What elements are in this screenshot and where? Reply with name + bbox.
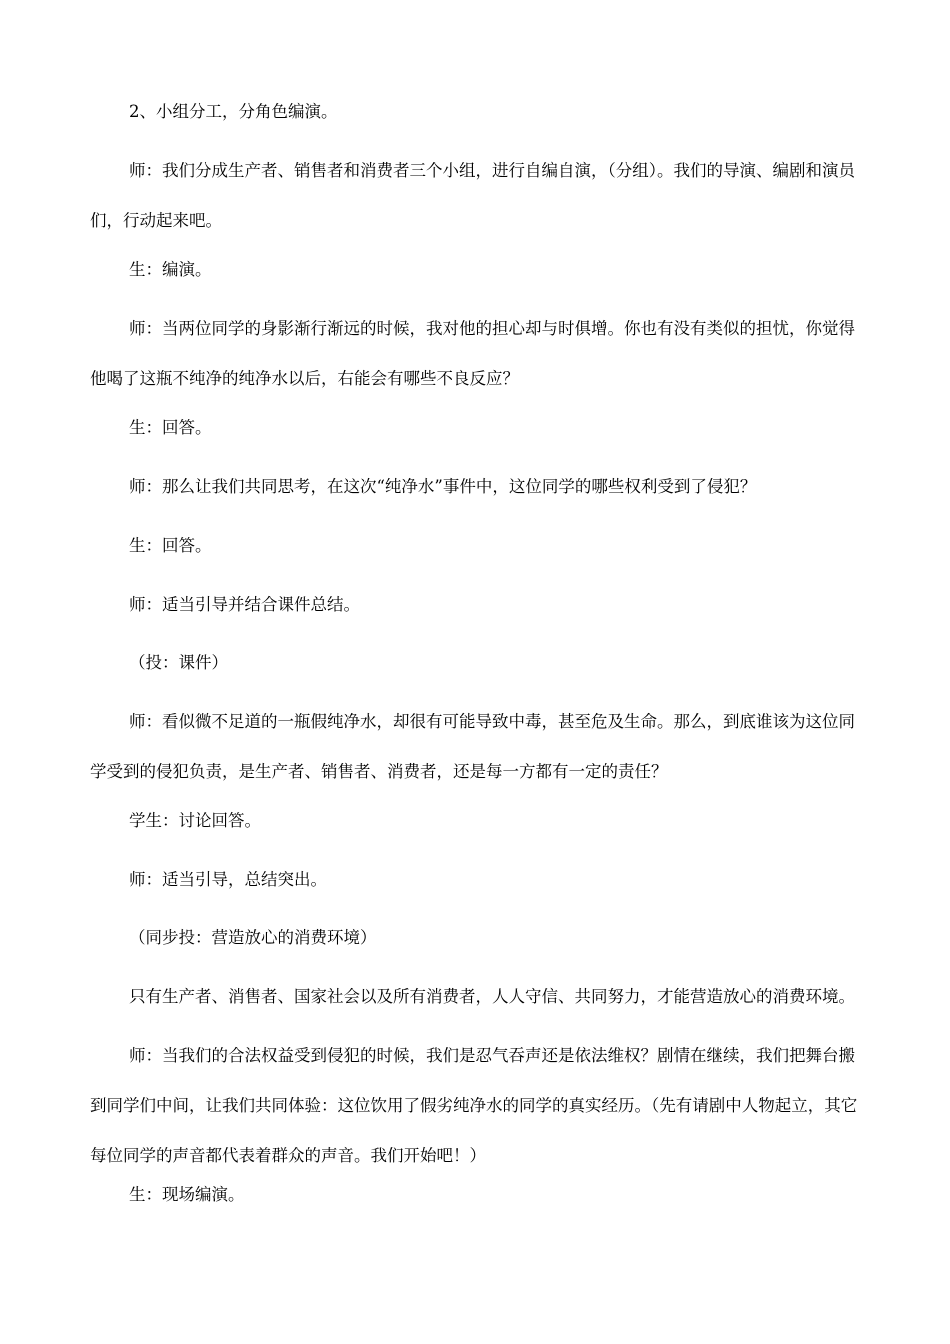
paragraph-student-answer-1: 生：回答。 [129, 418, 212, 437]
paragraph-sync-project: （同步投：营造放心的消费环境） [129, 928, 377, 947]
paragraph-student-live-perform: 生：现场编演。 [129, 1185, 245, 1204]
paragraph-teacher-grouping: 师：我们分成生产者、销售者和消费者三个小组，进行自编自演，（分组）。我们的导演、编剧和演员们，行动起来吧。 [90, 161, 855, 230]
paragraph-teacher-guide: 师：适当引导，总结突出。 [129, 870, 327, 889]
paragraph-consumer-environment: 只有生产者、消售者、国家社会以及所有消费者，人人守信、共同努力，才能营造放心的消费环境。 [129, 987, 855, 1006]
paragraph-teacher-rights: 师：那么让我们共同思考，在这次“纯净水”事件中，这位同学的哪些权利受到了侵犯？ [129, 477, 757, 496]
paragraph-student-perform: 生：编演。 [129, 260, 212, 279]
paragraph-students-discuss: 学生：讨论回答。 [129, 811, 261, 830]
paragraph-teacher-worry: 师：当两位同学的身影渐行渐远的时候，我对他的担心却与时俱增。你也有没有类似的担忧，你觉得他喝了这瓶不纯净的纯净水以后，右能会有哪些不良反应？ [90, 319, 855, 388]
paragraph-teacher-stage: 师：当我们的合法权益受到侵犯的时候，我们是忍气吞声还是依法维权？剧情在继续，我们把舞台搬到同学们中间，让我们共同体验：这位饮用了假劣纯净水的同学的真实经历。（先有请剧中人物起立，其它每位同学的声音都代表着群众的声音。我们开始吧！） [90, 1046, 858, 1165]
paragraph-step-2: 2、小组分工，分角色编演。 [129, 102, 338, 121]
paragraph-project-courseware: （投：课件） [129, 653, 228, 672]
paragraph-student-answer-2: 生：回答。 [129, 536, 212, 555]
paragraph-teacher-responsibility: 师：看似微不足道的一瓶假纯净水，却很有可能导致中毒，甚至危及生命。那么，到底谁该为这位同学受到的侵犯负责，是生产者、销售者、消费者，还是每一方都有一定的责任？ [90, 712, 855, 781]
paragraph-teacher-summary: 师：适当引导并结合课件总结。 [129, 595, 360, 614]
